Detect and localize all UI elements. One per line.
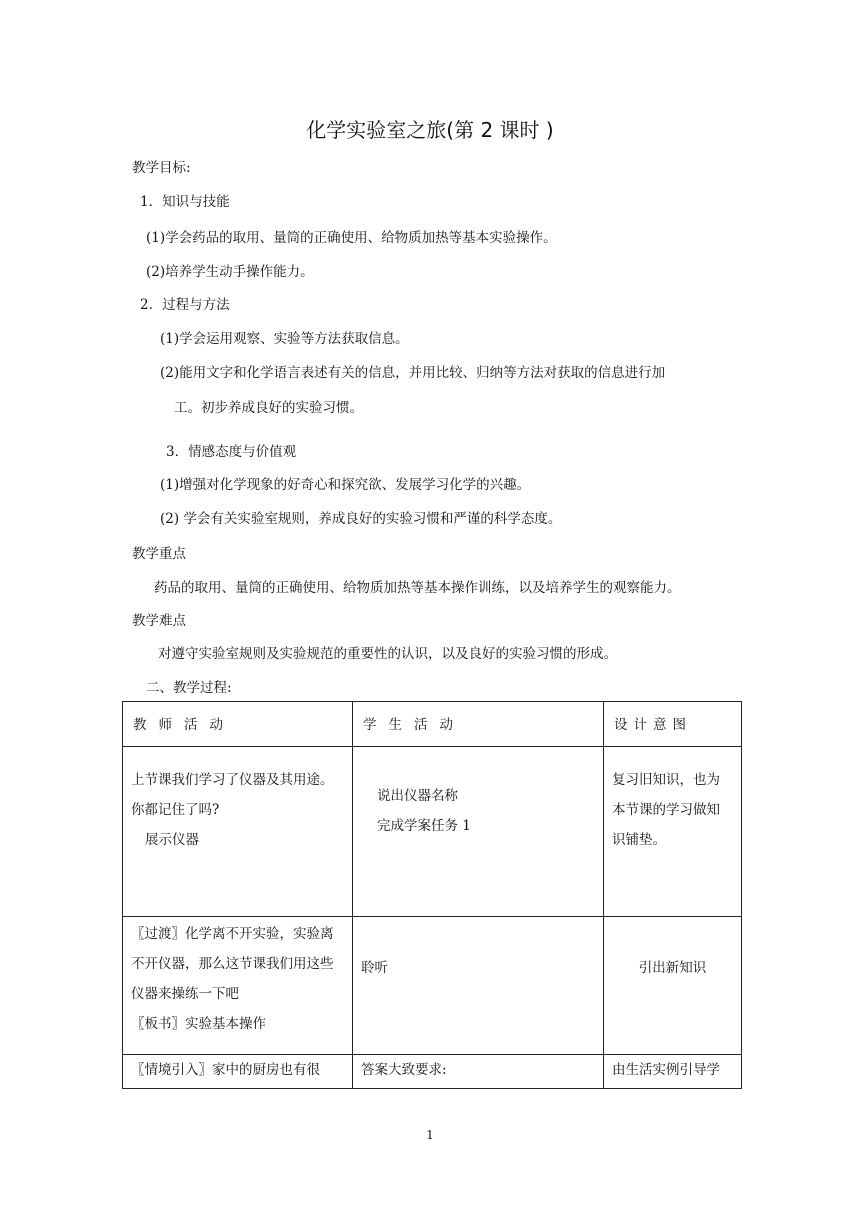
key-points-text: 药品的取用、量筒的正确使用、给物质加热等基本操作训练，以及培养学生的观察能力。: [154, 580, 681, 596]
teaching-process-table: [122, 701, 742, 1089]
objective-1-2: (2)培养学生动手操作能力。: [146, 264, 314, 280]
table-row: [123, 747, 742, 917]
header-student: 学生活动: [353, 702, 604, 747]
header-teacher: 教师活动: [123, 702, 353, 747]
student-cell: 说出仪器名称 完成学案任务 1: [353, 747, 604, 917]
page-title: 化学实验室之旅(第 2 课时 ): [306, 118, 554, 142]
objective-section-1: 1．知识与技能: [140, 194, 230, 210]
teacher-cell: 〖过渡〗化学离不开实验，实验离不开仪器，那么这节课我们用这些仪器来操练一下吧 〖板书〗实验基本操作: [123, 917, 353, 1055]
table-row: [123, 1055, 742, 1089]
intent-cell: 复习旧知识，也为本节课的学习做知识铺垫。: [604, 747, 742, 917]
student-cell: 聆听: [353, 917, 604, 1055]
objectives-heading: 教学目标:: [132, 160, 191, 176]
intent-cell: 由生活实例引导学: [604, 1055, 742, 1089]
objective-section-2: 2．过程与方法: [140, 297, 230, 313]
page-number: 1: [426, 1128, 434, 1142]
objective-section-3: 3．情感态度与价值观: [166, 444, 297, 460]
header-intent: 设计意图: [604, 702, 742, 747]
teacher-cell: 上节课我们学习了仪器及其用途。你都记住了吗? 展示仪器: [123, 747, 353, 917]
process-heading: 二、教学过程:: [146, 680, 232, 696]
objective-2-2a: (2)能用文字和化学语言表述有关的信息，并用比较、归纳等方法对获取的信息进行加: [160, 365, 666, 381]
objective-1-1: (1)学会药品的取用、量筒的正确使用、给物质加热等基本实验操作。: [146, 230, 557, 246]
key-points-heading: 教学重点: [132, 546, 186, 562]
intent-cell: 引出新知识: [604, 917, 742, 1055]
teacher-cell: 〖情境引入〗家中的厨房也有很: [123, 1055, 353, 1089]
table-row: [123, 917, 742, 1055]
table-header-row: [123, 702, 742, 747]
objective-3-2: (2) 学会有关实验室规则，养成良好的实验习惯和严谨的科学态度。: [160, 511, 562, 527]
difficulties-heading: 教学难点: [132, 613, 186, 629]
objective-2-1: (1)学会运用观察、实验等方法获取信息。: [160, 331, 409, 347]
objective-3-1: (1)增强对化学现象的好奇心和探究欲、发展学习化学的兴趣。: [160, 477, 531, 493]
student-cell: 答案大致要求:: [353, 1055, 604, 1089]
objective-2-2b: 工。初步养成良好的实验习惯。: [174, 400, 363, 416]
difficulties-text: 对遵守实验室规则及实验规范的重要性的认识，以及良好的实验习惯的形成。: [158, 646, 617, 662]
